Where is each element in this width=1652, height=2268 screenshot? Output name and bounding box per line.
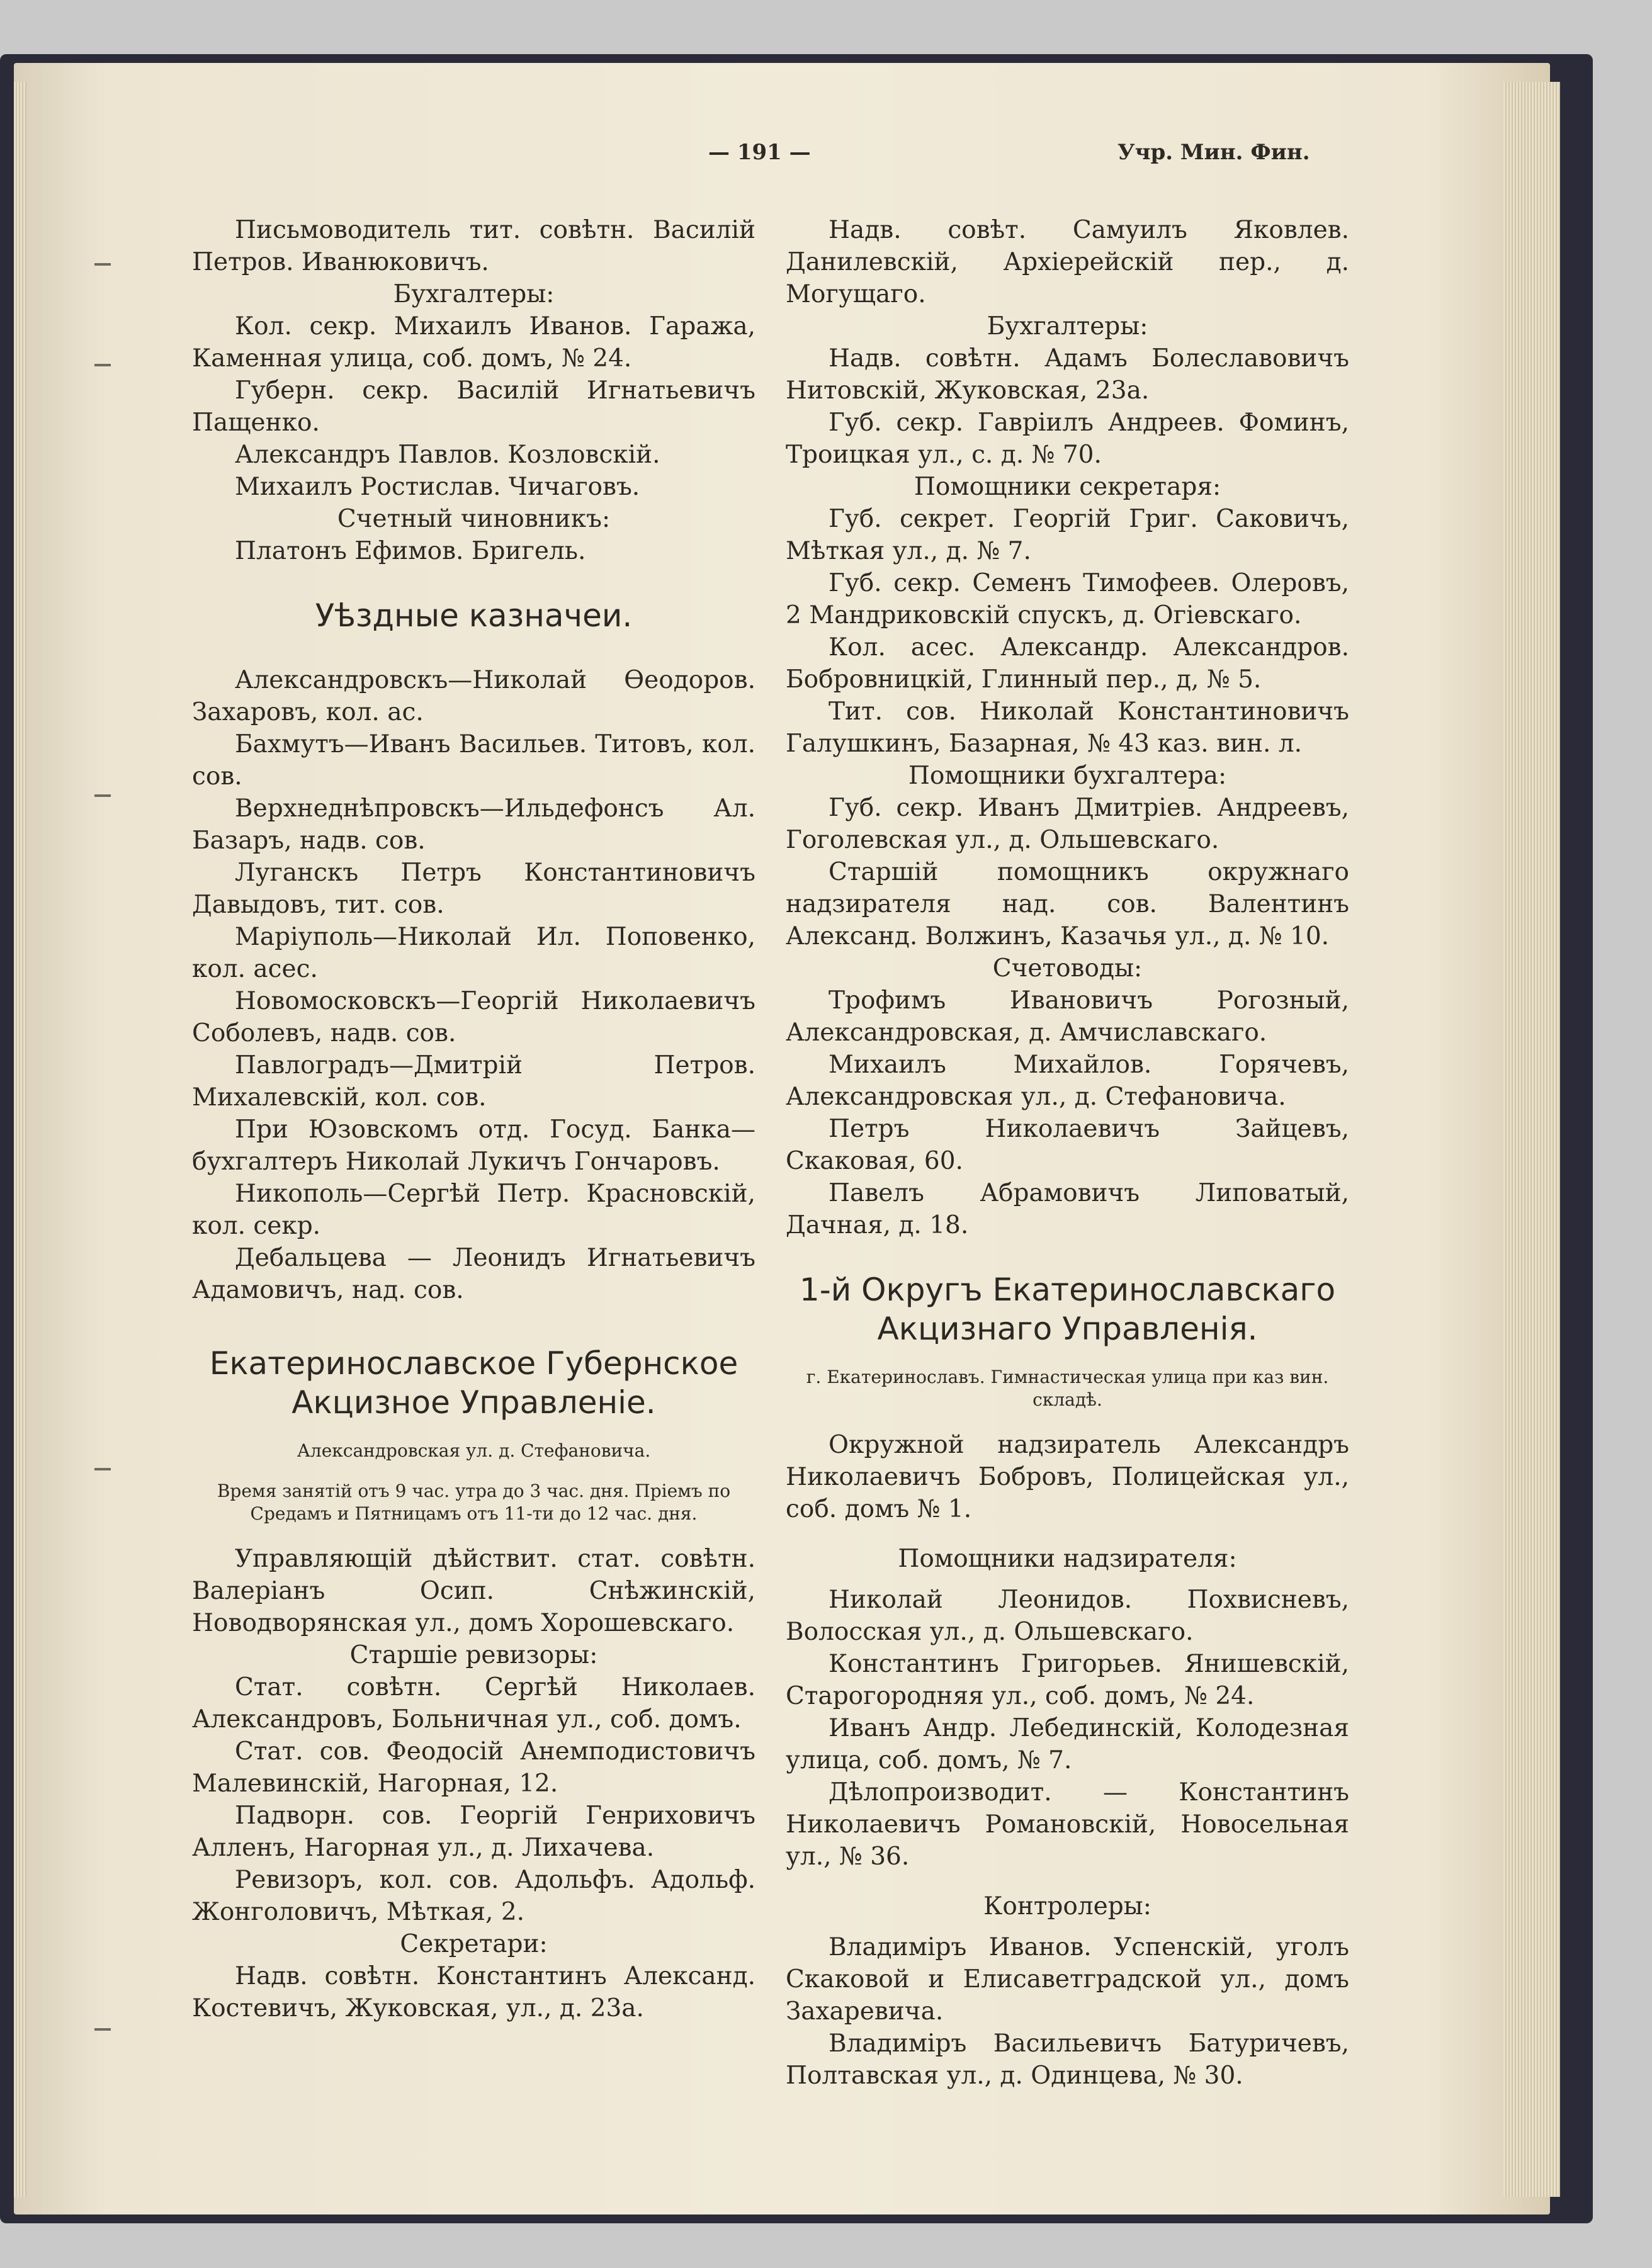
- entry: Письмоводитель тит. совѣтн. Василій Петров. Иванюковичъ.: [192, 216, 755, 276]
- subheading: Старшіе ревизоры:: [349, 1641, 598, 1669]
- margin-mark: [94, 263, 111, 266]
- subheading: Помощники секретаря:: [914, 473, 1221, 501]
- entry: Дебальцева — Леонидъ Игнатьевичъ Адамовичъ, над. сов.: [192, 1244, 755, 1304]
- entry: Стат. сов. Феодосій Анемподистовичъ Малевинскій, Нагорная, 12.: [192, 1737, 755, 1798]
- subheading: Счетоводы:: [992, 954, 1143, 983]
- subheading: Помощники надзирателя:: [898, 1545, 1237, 1573]
- section-heading: 1-й Округъ Екатеринославскаго Акцизнаго Управленія.: [799, 1272, 1336, 1347]
- entry: Губерн. секр. Василій Игнатьевичъ Пащенко.: [192, 376, 755, 437]
- section-heading: Екатеринославское Губернское Акцизное Управленіе.: [209, 1345, 738, 1421]
- entry: Павлоградъ—Дмитрій Петров. Михалевскій, кол. сов.: [192, 1051, 755, 1112]
- entry: Дѣлопроизводит. — Константинъ Николаевичъ Романовскій, Новосельная ул., № 36.: [786, 1778, 1349, 1871]
- entry: Михаилъ Ростислав. Чичаговъ.: [235, 473, 640, 501]
- entry: Луганскъ Петръ Константиновичъ Давыдовъ, тит. сов.: [192, 859, 755, 919]
- page-number: — 191 —: [708, 140, 811, 165]
- margin-mark: [94, 2028, 111, 2031]
- entry: Владиміръ Васильевичъ Батуричевъ, Полтавская ул., д. Одинцева, № 30.: [786, 2029, 1349, 2090]
- section-heading: Уѣздные казначеи.: [315, 597, 633, 634]
- entry: Николай Леонидов. Похвисневъ, Волосская ул., д. Ольшевскаго.: [786, 1586, 1349, 1646]
- subheading: Счетный чиновникъ:: [337, 505, 611, 533]
- entry: Надв. совѣт. Самуилъ Яковлев. Данилевскій, Архіерейскій пер., д. Могущаго.: [786, 216, 1349, 308]
- subheading: Бухгалтеры:: [393, 280, 555, 308]
- entry: Губ. секр. Гавріилъ Андреев. Фоминъ, Троицкая ул., с. д. № 70.: [786, 409, 1349, 469]
- entry: Губ. секр. Иванъ Дмитріев. Андреевъ, Гоголевская ул., д. Ольшевскаго.: [786, 794, 1349, 854]
- page-edges: [1503, 82, 1560, 2197]
- running-header: Учр. Мин. Фин.: [1117, 140, 1310, 165]
- address-note: г. Екатеринославъ. Гимнастическая улица при каз вин. складѣ.: [806, 1367, 1329, 1410]
- subheading: Секретари:: [400, 1930, 548, 1958]
- entry: Управляющій дѣйствит. стат. совѣтн. Валеріанъ Осип. Снѣжинскій, Новодворянская ул., домъ Хорошевскаго.: [192, 1545, 755, 1637]
- entry: Верхнеднѣпровскъ—Ильдефонсъ Ал. Базаръ, надв. сов.: [192, 794, 755, 855]
- entry: Петръ Николаевичъ Зайцевъ, Скаковая, 60.: [786, 1115, 1349, 1175]
- subheading: Контролеры:: [983, 1892, 1151, 1921]
- subheading: Бухгалтеры:: [987, 312, 1148, 341]
- entry: Александръ Павлов. Козловскій.: [235, 441, 660, 469]
- entry: Губ. секрет. Георгій Григ. Саковичъ, Мѣткая ул., д. № 7.: [786, 505, 1349, 565]
- margin-mark: [94, 1468, 111, 1470]
- entry: Платонъ Ефимов. Бригель.: [235, 537, 586, 565]
- entry: Окружной надзиратель Александръ Николаевичъ Бобровъ, Полицейская ул., соб. домъ № 1.: [786, 1431, 1349, 1523]
- entry: Тит. сов. Николай Константиновичъ Галушкинъ, Базарная, № 43 каз. вин. л.: [786, 697, 1349, 758]
- entry: Губ. секр. Семенъ Тимофеев. Олеровъ, 2 Мандриковскій спускъ, д. Огіевскаго.: [786, 569, 1349, 629]
- entry: Надв. совѣтн. Адамъ Болеславовичъ Нитовскій, Жуковская, 23а.: [786, 344, 1349, 405]
- entry: Новомосковскъ—Георгій Николаевичъ Соболевъ, надв. сов.: [192, 987, 755, 1047]
- entry: Падворн. сов. Георгій Генриховичъ Алленъ, Нагорная ул., д. Лихачева.: [192, 1802, 755, 1862]
- margin-mark: [94, 794, 111, 797]
- entry: Александровскъ—Николай Өеодоров. Захаровъ, кол. ас.: [192, 666, 755, 726]
- entry: Старшій помощникъ окружнаго надзирателя над. сов. Валентинъ Александ. Волжинъ, Казачья ул., д. № 10.: [786, 858, 1349, 951]
- right-column: [786, 214, 1349, 2092]
- entry: Надв. совѣтн. Константинъ Александ. Костевичъ, Жуковская, ул., д. 23а.: [192, 1962, 755, 2023]
- subheading: Помощники бухгалтера:: [908, 762, 1227, 790]
- entry: Владиміръ Иванов. Успенскій, уголъ Скаковой и Елисаветградской ул., домъ Захаревича.: [786, 1933, 1349, 2026]
- entry: Бахмутъ—Иванъ Васильев. Титовъ, кол. сов.: [192, 730, 755, 791]
- margin-mark: [94, 364, 111, 366]
- entry: Стат. совѣтн. Сергѣй Николаев. Александровъ, Больничная ул., соб. домъ.: [192, 1673, 755, 1734]
- entry: Маріуполь—Николай Ил. Поповенко, кол. асес.: [192, 923, 755, 983]
- left-column: [192, 214, 755, 2024]
- entry: Никополь—Сергѣй Петр. Красновскій, кол. секр.: [192, 1180, 755, 1240]
- entry: Павелъ Абрамовичъ Липоватый, Дачная, д. 18.: [786, 1179, 1349, 1239]
- hours-note: Время занятій отъ 9 час. утра до 3 час. дня. Пріемъ по Средамъ и Пятницамъ отъ 11-ти до 12 час. дня.: [217, 1481, 731, 1524]
- entry: Кол. секр. Михаилъ Иванов. Гаража, Каменная улица, соб. домъ, № 24.: [192, 312, 755, 373]
- entry: Иванъ Андр. Лебединскій, Колодезная улица, соб. домъ, № 7.: [786, 1714, 1349, 1774]
- address-note: Александровская ул. д. Стефановича.: [297, 1440, 651, 1461]
- page-edges-left: [14, 82, 26, 2197]
- entry: Михаилъ Михайлов. Горячевъ, Александровская ул., д. Стефановича.: [786, 1051, 1349, 1111]
- entry: Константинъ Григорьев. Янишевскій, Старогородняя ул., соб. домъ, № 24.: [786, 1650, 1349, 1710]
- entry: Трофимъ Ивановичъ Рогозный, Александровская, д. Амчиславскаго.: [786, 986, 1349, 1047]
- entry: Ревизоръ, кол. сов. Адольфъ. Адольф. Жонголовичъ, Мѣткая, 2.: [192, 1866, 755, 1926]
- entry: При Юзовскомъ отд. Госуд. Банка—бухгалтеръ Николай Лукичъ Гончаровъ.: [192, 1115, 755, 1176]
- entry: Кол. асес. Александр. Александров. Бобровницкій, Глинный пер., д, № 5.: [786, 633, 1349, 694]
